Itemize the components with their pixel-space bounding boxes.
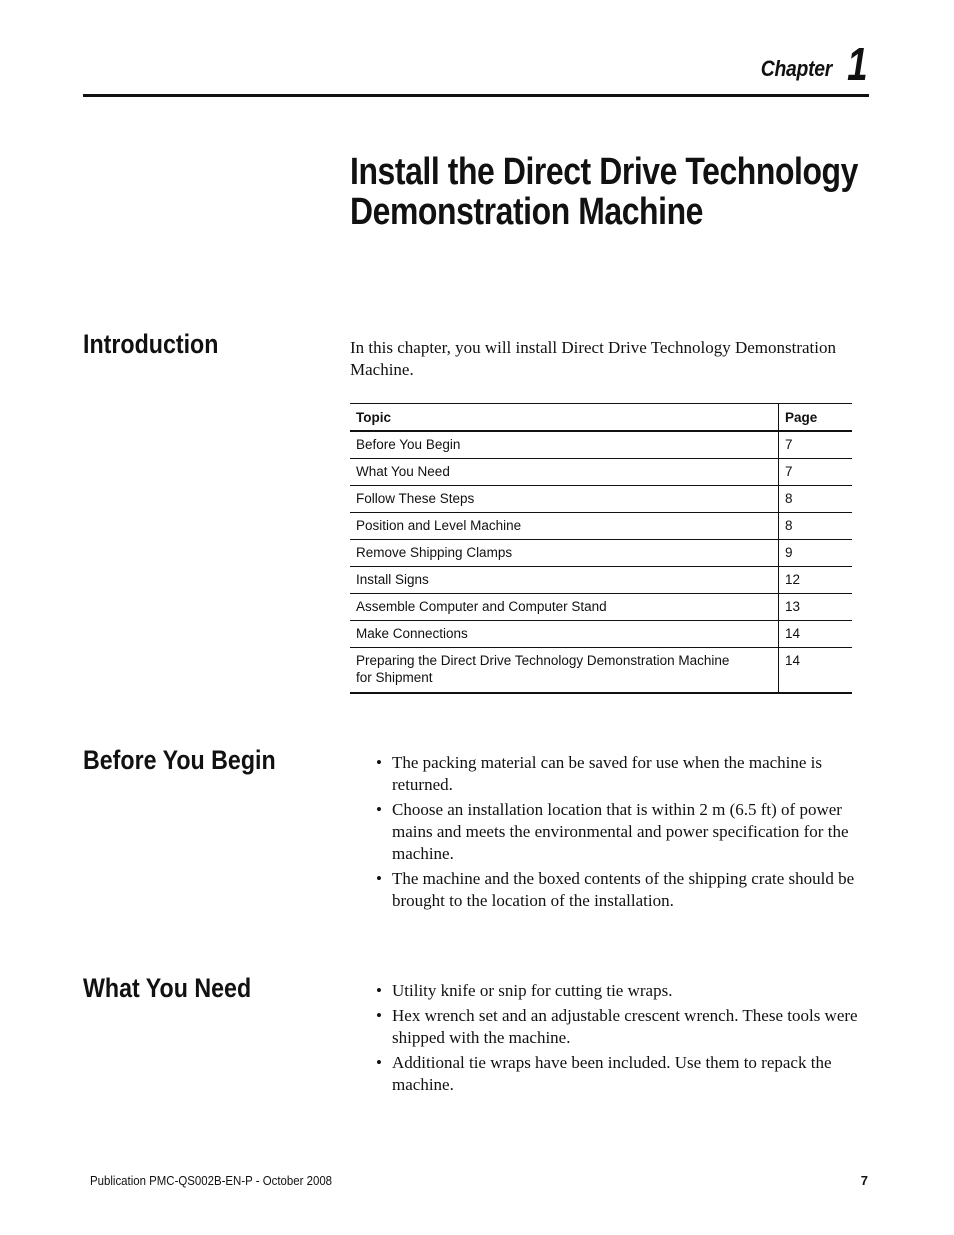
bullet-icon: • (376, 1006, 382, 1025)
table-row (350, 486, 852, 513)
list-item-text: Additional tie wraps have been included. Use them to repack the machine. (392, 1053, 832, 1094)
chapter-header (751, 36, 868, 90)
page-cell: 12 (779, 567, 853, 594)
bullet-icon: • (376, 753, 382, 772)
list-item-text: Hex wrench set and an adjustable crescent wrench. These tools were shipped with the machine. (392, 1006, 858, 1047)
what-you-need-heading: What You Need (83, 973, 252, 1003)
table-row (350, 648, 852, 694)
bullet-icon: • (376, 981, 382, 1000)
list-item (376, 752, 871, 796)
table-row (350, 621, 852, 648)
page-cell: 7 (779, 459, 853, 486)
before-you-begin-list (376, 752, 871, 915)
topic-cell: Make Connections (350, 621, 779, 648)
topic-cell: What You Need (350, 459, 779, 486)
list-item (376, 1005, 871, 1049)
topic-cell: Install Signs (350, 567, 779, 594)
page-cell: 14 (779, 648, 853, 694)
bullet-icon: • (376, 869, 382, 888)
page-cell: 9 (779, 540, 853, 567)
page-title (350, 151, 858, 233)
topic-column-header: Topic (350, 404, 779, 432)
footer-publication: Publication PMC-QS002B-EN-P - October 2008 (90, 1173, 333, 1188)
table-row (350, 431, 852, 459)
introduction-text: In this chapter, you will install Direct Drive Technology Demonstration Machine. (350, 338, 836, 379)
topics-table (350, 403, 852, 694)
table-row (350, 459, 852, 486)
topic-cell: Remove Shipping Clamps (350, 540, 779, 567)
what-you-need-list (376, 980, 871, 1099)
bullet-icon: • (376, 1053, 382, 1072)
table-row (350, 567, 852, 594)
list-item (376, 799, 871, 865)
list-item (376, 1052, 871, 1096)
list-item-text: The machine and the boxed contents of the shipping crate should be brought to the location of the installation. (392, 869, 855, 910)
chapter-rule (83, 94, 869, 97)
page-column-header: Page (779, 404, 853, 432)
topic-cell: Follow These Steps (350, 486, 779, 513)
footer-page-number: 7 (860, 1173, 868, 1188)
topic-cell: Preparing the Direct Drive Technology Demonstration Machine for Shipment (350, 648, 779, 694)
page-cell: 13 (779, 594, 853, 621)
list-item (376, 980, 871, 1002)
page-title-line-2: Demonstration Machine (350, 191, 703, 233)
introduction-heading: Introduction (83, 329, 219, 359)
table-row (350, 594, 852, 621)
table-header-row (350, 404, 852, 432)
list-item-text: The packing material can be saved for use when the machine is returned. (392, 753, 823, 794)
list-item-text: Utility knife or snip for cutting tie wraps. (392, 981, 673, 1000)
list-item-text: Choose an installation location that is within 2 m (6.5 ft) of power mains and meets the environmental and power specification for the machine. (392, 800, 849, 863)
page-cell: 8 (779, 513, 853, 540)
topic-cell: Assemble Computer and Computer Stand (350, 594, 779, 621)
table-row (350, 540, 852, 567)
chapter-number: 1 (847, 38, 868, 90)
table-row (350, 513, 852, 540)
page-title-line-1: Install the Direct Drive Technology (350, 151, 858, 193)
page-cell: 14 (779, 621, 853, 648)
page-cell: 7 (779, 431, 853, 459)
bullet-icon: • (376, 800, 382, 819)
list-item (376, 868, 871, 912)
chapter-label: Chapter (761, 56, 833, 81)
topic-cell: Position and Level Machine (350, 513, 779, 540)
page-cell: 8 (779, 486, 853, 513)
before-you-begin-heading: Before You Begin (83, 745, 276, 775)
topic-cell: Before You Begin (350, 431, 779, 459)
